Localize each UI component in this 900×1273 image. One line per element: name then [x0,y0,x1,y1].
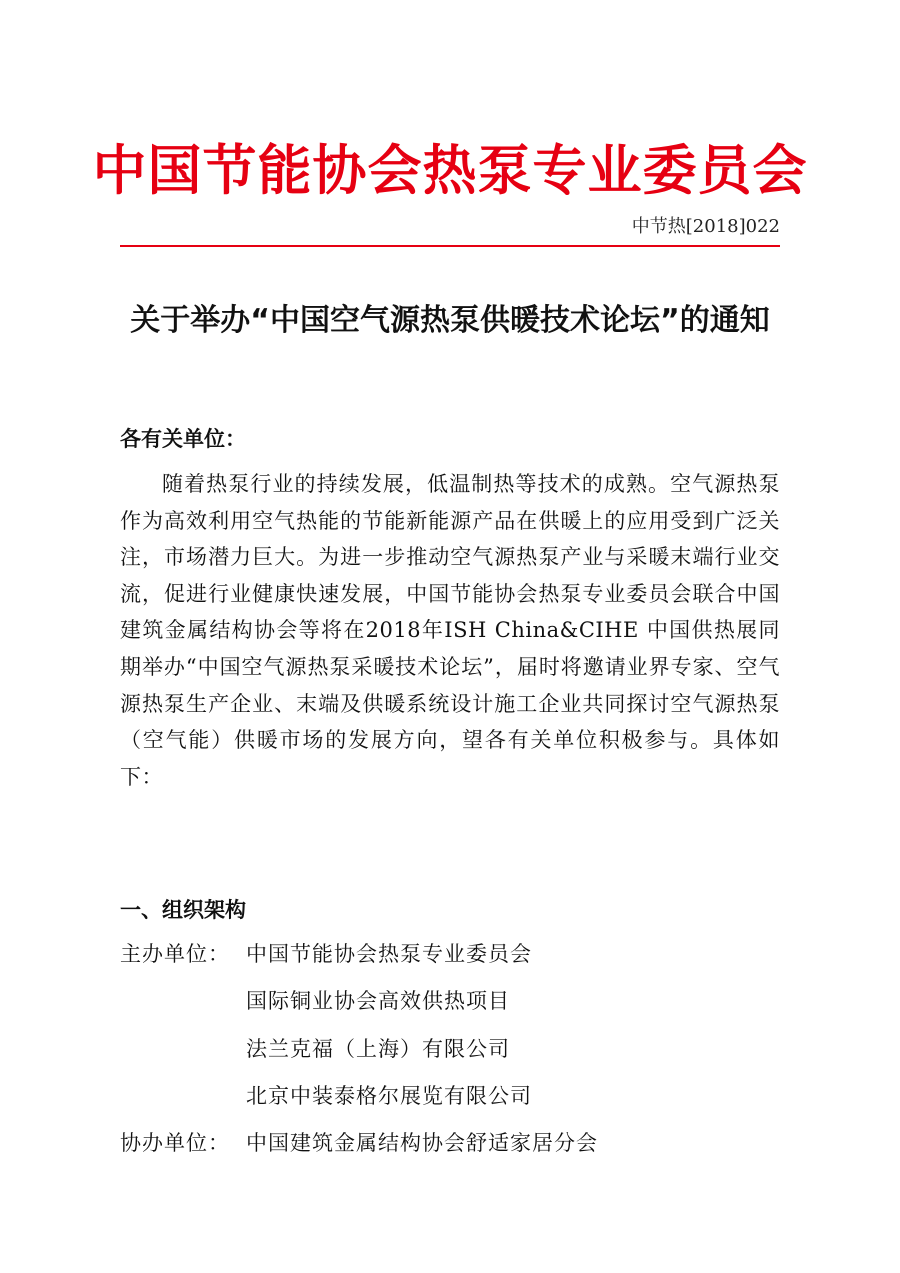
document-number: 中节热[2018]022 [631,216,780,237]
notice-title: 关于举办“中国空气源热泵供暖技术论坛”的通知 [130,303,770,338]
intro-paragraph: 随着热泵行业的持续发展，低温制热等技术的成熟。空气源热泵作为高效利用空气热能的节能新能源产品在供暖上的应用受到广泛关注，市场潜力巨大。为进一步推动空气源热泵产业与采暖末端行业交流，促进行业健康快速发展，中国节能协会热泵专业委员会联合中国建筑金属结构协会等将在2018年ISH China&CIHE 中国供热展同期举办“中国空气源热泵采暖技术论坛”，届时将邀请业界专家、空气源热泵生产企业、末端及供暖系统设计施工企业共同探讨空气源热泵（空气能）供暖市场的发展方向，望各有关单位积极参与。具体如下： [120,472,780,789]
host-org: 法兰克福（上海）有限公司 [246,1037,510,1061]
host-row [120,939,532,969]
host-org: 北京中装泰格尔展览有限公司 [246,1084,532,1108]
cohost-label: 协办单位： [120,1131,230,1155]
letterhead-divider [120,245,780,247]
salutation: 各有关单位： [120,427,246,451]
host-org: 国际铜业协会高效供热项目 [246,989,510,1013]
section-heading-organization: 一、组织架构 [120,898,246,922]
host-org: 中国节能协会热泵专业委员会 [246,942,532,966]
org-letterhead-title: 中国节能协会热泵专业委员会 [92,139,808,202]
cohost-org: 中国建筑金属结构协会舒适家居分会 [246,1131,598,1155]
host-label: 主办单位： [120,942,230,966]
cohost-row [120,1128,598,1158]
